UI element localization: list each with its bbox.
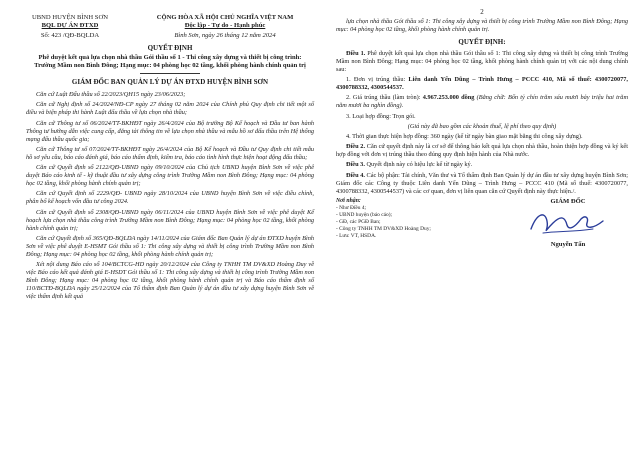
article-1 bbox=[336, 50, 628, 74]
document-page-2 bbox=[320, 0, 640, 472]
legal-basis-paragraph: Căn cứ Quyết định số 2229/QĐ- UBND ngày 28/10/2024 của UBND huyện Bình Sơn về việc điều chỉnh, phân bổ kế hoạch vốn đầu tư công 2024. bbox=[26, 190, 314, 206]
decision-heading: QUYẾT ĐỊNH: bbox=[458, 37, 506, 46]
recipients-list bbox=[336, 198, 486, 248]
item-contract-duration: 4. Thời gian thực hiện hợp đồng: 360 ngày (kể từ ngày bàn giao mặt bằng thi công xây dựng). bbox=[346, 132, 583, 140]
price-in-words: (Bằng chữ: Bốn tỷ chín trăm sáu mươi bảy triệu hai trăm năm mươi ba nghìn đồng). bbox=[336, 94, 628, 110]
document-date: Bình Sơn, ngày 26 tháng 12 năm 2024 bbox=[174, 32, 276, 39]
article-4-lead: Điều 4. bbox=[346, 171, 365, 179]
document-header bbox=[26, 14, 314, 30]
signer-name: Nguyễn Tấn bbox=[550, 241, 586, 249]
article-1-text: Phê duyệt kết quả lựa chọn nhà thầu Gói thầu số 1: Thi công xây dựng và thiết bị công trình Trường Mầm non Bình Đông; Hạng mục: 04 phòng học 02 tầng, khối phòng hành chính quản trị với các nội dung chính sau: bbox=[336, 49, 628, 73]
recipient-item: - Như Điều 4; bbox=[336, 205, 367, 212]
legal-basis-paragraph: Xét nội dung Báo cáo số 104/BCTCG-HD ngày 20/12/2024 của Công ty TNHH TM DV&XD Hoàng Duy về việc Báo cáo kết quả đánh giá E-HSDT Gói thầu số 1: Thi công xây dựng và thiết bị công trình Trường Mầm non Bình Đông; Hạng mục: 04 phòng học 02 tầng, khối phòng hành chính quản trị và Báo cáo thẩm định số 110/BCTĐ-BQLDA ngày 25/12/2024 của Tổ thẩm định Ban Quản lý dự án đầu tư xây dựng huyện Bình Sơn về việc thẩm định kết quả bbox=[26, 261, 314, 300]
item-1-label: 1. Đơn vị trúng thầu: bbox=[346, 76, 409, 84]
legal-basis-paragraph: Căn cứ Luật Đấu thầu số 22/2023/QH15 ngày 23/06/2023; bbox=[36, 91, 186, 98]
country-name: CỘNG HÒA XÃ HỘI CHỦ NGHĨA VIỆT NAM bbox=[156, 14, 294, 21]
handwritten-signature bbox=[523, 207, 613, 239]
article-3 bbox=[336, 161, 628, 169]
national-motto bbox=[136, 14, 314, 30]
issuing-agency bbox=[26, 14, 114, 30]
recipient-item: - UBND huyện (báo cáo); bbox=[336, 212, 392, 219]
price-note: (Giá này đã bao gồm các khoản thuế, lệ phí theo quy định) bbox=[407, 123, 557, 131]
document-subject: Phê duyệt kết quả lựa chọn nhà thầu Gói thầu số 1 - Thi công xây dựng và thiết bị công trình: Trường Mầm non Bình Đông; Hạng mục: 04 phòng học 02 tầng, khối phòng hành chính quản trị bbox=[34, 54, 306, 69]
motto: Độc lập - Tự do - Hạnh phúc bbox=[184, 22, 266, 29]
document-footer bbox=[336, 198, 628, 248]
legal-basis-paragraph: Căn cứ Thông tư số 06/2024/TT-BKHĐT ngày 26/4/2024 của Bộ trưởng Bộ Kế hoạch và Đầu tư ban hành Thông tư hướng dẫn việc cung cấp, đăng tải thông tin về lựa chọn nhà thầu và mẫu hồ sơ đấu thầu trên Hệ thống mạng đấu thầu quốc gia; bbox=[26, 119, 314, 143]
agency-line-1: UBND HUYỆN BÌNH SƠN bbox=[31, 14, 108, 21]
signature-block bbox=[508, 198, 628, 248]
legal-basis-paragraph: Căn cứ Quyết định số 2122/QĐ-UBND ngày 09/10/2024 của Chủ tịch UBND huyện Bình Sơn về việc phê duyệt Báo cáo kinh tế - kỹ thuật đầu tư xây dựng công trình Trường Mầm non Bình Đông; Hạng mục: 04 phòng học 02 tầng, khối phòng hành chính quản trị; bbox=[26, 164, 314, 188]
item-winning-bidder bbox=[336, 76, 628, 92]
article-2-lead: Điều 2. bbox=[346, 142, 366, 150]
item-2-label: 2. Giá trúng thầu (làm tròn): bbox=[346, 94, 423, 102]
article-4 bbox=[336, 172, 628, 196]
document-title: QUYẾT ĐỊNH bbox=[147, 44, 193, 52]
article-3-lead: Điều 3. bbox=[346, 161, 365, 169]
recipient-item: - Lưu: VT, HSDA. bbox=[336, 233, 377, 240]
article-2-text: Căn cứ quyết định này là cơ sở để thông báo kết quả lựa chọn nhà thầu, hoàn thiện hợp đồng và ký kết hợp đồng với đơn vị trúng thầu theo đúng quy định hiện hành của Nhà nước. bbox=[336, 142, 628, 158]
issuing-authority: GIÁM ĐỐC BAN QUẢN LÝ DỰ ÁN ĐTXD HUYỆN BÌNH SƠN bbox=[71, 78, 269, 86]
divider bbox=[140, 73, 200, 74]
legal-basis-paragraph: Căn cứ Quyết định số 2308/QĐ-UBND ngày 06/11/2024 của UBND huyện Bình Sơn về việc phê duyệt Kế hoạch lựa chọn nhà thầu công trình Trường Mầm non Bình Đông; Hạng mục: 04 phòng học 02 tầng, khối phòng hành chính quản trị; bbox=[26, 208, 314, 232]
item-winning-price bbox=[336, 94, 628, 110]
article-1-lead: Điều 1. bbox=[346, 49, 366, 57]
legal-basis-paragraph: Căn cứ Thông tư số 07/2024/TT-BKHĐT ngày 26/4/2024 của Bộ Kế hoạch và Đầu tư Quy định chi tiết mẫu hồ sơ yêu cầu, báo cáo đánh giá, báo cáo thẩm định, kiểm tra, báo cáo tình hình thực hiện hoạt động đấu thầu; bbox=[26, 145, 314, 161]
legal-basis-paragraph: Căn cứ Nghị định số 24/2024/NĐ-CP ngày 27 tháng 02 năm 2024 của Chính phủ Quy định chi tiết một số điều và biện pháp thi hành Luật đấu thầu về lựa chọn nhà thầu; bbox=[26, 101, 314, 117]
winning-price: 4.967.253.000 đồng bbox=[422, 94, 475, 102]
recipients-title: Nơi nhận: bbox=[336, 198, 361, 205]
recipient-item: - Công ty TNHH TM DV&XD Hoàng Duy; bbox=[336, 226, 431, 233]
item-contract-type: 3. Loại hợp đồng: Trọn gói. bbox=[346, 112, 416, 120]
article-4-text: Các bộ phận: Tài chính, Văn thư và Tổ thẩm định Ban Quản lý dự án đầu tư xây dựng huyện Bình Sơn; Giám đốc các Công ty thuộc Liên danh Yến Dũng – Trình Hưng – PCCC 410 (Mã số thuế: 4300720077, 4300788332, 4300544537) và các cơ quan, đơn vị liên quan căn cứ Quyết định này thực hiện./. bbox=[336, 171, 628, 195]
recipient-item: - GĐ, các PGĐ Ban; bbox=[336, 219, 381, 226]
article-3-text: Quyết định này có hiệu lực kể từ ngày ký. bbox=[364, 161, 473, 169]
continued-paragraph: lựa chọn nhà thầu Gói thầu số 1: Thi công xây dựng và thiết bị công trình Trường Mầm non Bình Đông; Hạng mục: 04 phòng học 02 tầng, khối phòng hành chính quản trị. bbox=[336, 18, 628, 33]
legal-basis-paragraph: Căn cứ Quyết định số 365/QĐ-BQLDA ngày 14/11/2024 của Giám đốc Ban Quản lý dự án ĐTXD huyện Bình Sơn về việc phê duyệt E-HSMT Gói thầu số 1: Thi công xây dựng và thiết bị công trình Trường Mầm non Bình Đông; Hạng mục: 04 phòng học 02 tầng, khối phòng hành chính quản trị; bbox=[26, 235, 314, 258]
winning-bidder: Liên danh Yến Dũng – Trình Hưng – PCCC 410, Mã số thuế: 4300720077, 4300788332, 4300544537. bbox=[336, 76, 628, 91]
article-2 bbox=[336, 143, 628, 159]
agency-line-2: BQL DỰ ÁN ĐTXD bbox=[41, 22, 99, 29]
document-number: Số: 423 /QĐ-BQLDA bbox=[40, 32, 100, 39]
signer-title: GIÁM ĐỐC bbox=[550, 198, 586, 206]
page-number: 2 bbox=[480, 8, 484, 16]
